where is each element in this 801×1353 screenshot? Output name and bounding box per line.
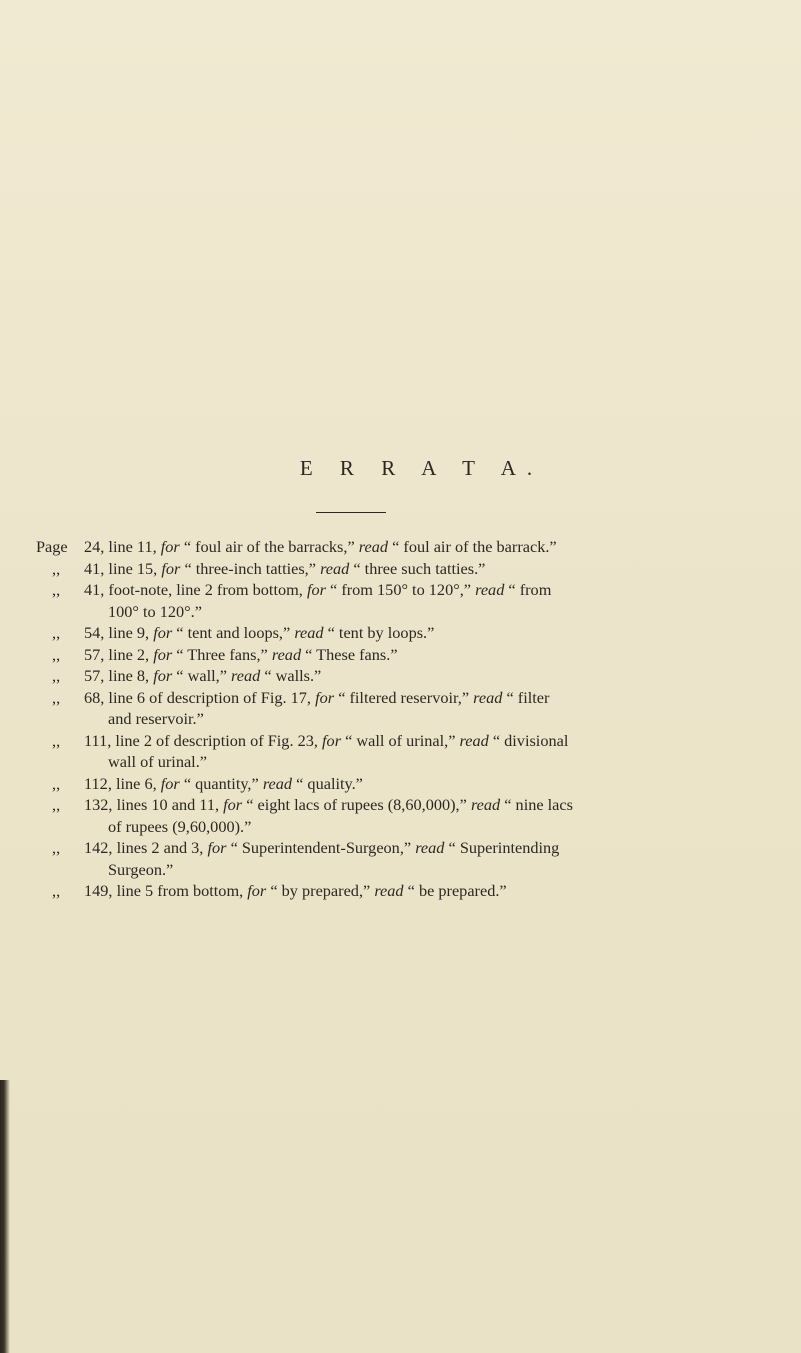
errata-entry — [36, 536, 776, 558]
read-label: read — [271, 644, 302, 664]
errata-entry — [36, 558, 776, 580]
ditto-mark: ,, — [52, 881, 61, 900]
for-label: for — [322, 730, 342, 750]
corrected-text: “ three such tatties.” — [353, 558, 486, 578]
errata-entry-text — [84, 794, 776, 837]
ditto-mark: ,, — [52, 773, 61, 793]
for-label: for — [315, 687, 335, 707]
corrected-text: “ divisional — [492, 730, 569, 750]
errata-reference: 112, line 6, — [84, 773, 157, 793]
ditto-mark: ,, — [52, 795, 61, 814]
errata-entry-text — [84, 558, 776, 580]
corrected-text: “ be prepared.” — [407, 881, 507, 900]
errata-entry — [36, 880, 776, 902]
errata-first-line — [84, 644, 776, 666]
corrected-text: “ nine lacs — [504, 795, 573, 814]
errata-entry — [36, 665, 776, 687]
errata-reference: 41, foot-note, line 2 from bottom, — [84, 580, 303, 599]
errata-entry — [36, 622, 776, 644]
errata-entry-text — [84, 880, 776, 902]
errata-first-line — [84, 622, 776, 644]
erroneous-text: “ tent and loops,” — [176, 623, 291, 642]
errata-reference: 68, line 6 of description of Fig. 17, — [84, 687, 312, 707]
ditto-mark: ,, — [52, 558, 61, 578]
errata-entry — [36, 773, 776, 795]
errata-entry — [36, 687, 776, 730]
errata-first-line — [84, 794, 776, 816]
erroneous-text: “ foul air of the barracks,” — [183, 537, 355, 556]
read-label: read — [475, 580, 505, 599]
read-label: read — [358, 537, 389, 556]
for-label: for — [160, 773, 180, 793]
errata-first-line — [84, 880, 776, 902]
errata-continuation-line: and reservoir.” — [108, 709, 204, 728]
errata-continuation-line: Surgeon.” — [108, 859, 174, 879]
ditto-mark: ,, — [52, 838, 61, 857]
erroneous-text: “ quantity,” — [183, 773, 259, 793]
for-label: for — [160, 537, 180, 556]
ditto-mark: ,, — [52, 687, 61, 707]
errata-first-line — [84, 665, 776, 687]
errata-entry-text — [84, 644, 776, 666]
erroneous-text: “ by prepared,” — [270, 881, 371, 900]
ditto-mark: ,, — [52, 666, 61, 685]
errata-reference: 132, lines 10 and 11, — [84, 795, 220, 814]
erroneous-text: “ three-inch tatties,” — [184, 558, 316, 578]
erroneous-text: “ from 150° to 120°,” — [330, 580, 472, 599]
read-label: read — [262, 773, 293, 793]
page-edge-shadow — [0, 1080, 10, 1353]
for-label: for — [153, 623, 173, 642]
errata-entry-text — [84, 837, 776, 880]
errata-first-line — [84, 579, 776, 601]
errata-reference: 142, lines 2 and 3, — [84, 838, 204, 857]
errata-reference: 57, line 2, — [84, 644, 150, 664]
errata-first-line — [84, 558, 776, 580]
for-label: for — [306, 580, 326, 599]
erroneous-text: “ wall,” — [176, 666, 227, 685]
read-label: read — [374, 881, 404, 900]
errata-entry — [36, 730, 776, 773]
corrected-text: “ Superintending — [448, 838, 560, 857]
for-label: for — [247, 881, 267, 900]
read-label: read — [415, 838, 445, 857]
for-label: for — [207, 838, 227, 857]
corrected-text: “ from — [508, 580, 552, 599]
erroneous-text: “ wall of urinal,” — [345, 730, 456, 750]
erroneous-text: “ filtered reservoir,” — [338, 687, 470, 707]
errata-first-line — [84, 687, 776, 709]
corrected-text: “ These fans.” — [305, 644, 398, 664]
errata-entry-text — [84, 579, 776, 622]
erroneous-text: “ Superintendent-Surgeon,” — [230, 838, 412, 857]
corrected-text: “ filter — [506, 687, 550, 707]
errata-reference: 24, line 11, — [84, 537, 157, 556]
corrected-text: “ foul air of the barrack.” — [392, 537, 557, 556]
ditto-mark: ,, — [52, 730, 61, 750]
ditto-mark: ,, — [52, 644, 61, 664]
read-label: read — [294, 623, 324, 642]
errata-first-line — [84, 536, 776, 558]
read-label: read — [470, 795, 501, 814]
errata-entry — [36, 644, 776, 666]
for-label: for — [153, 666, 173, 685]
read-label: read — [320, 558, 350, 578]
errata-reference: 41, line 15, — [84, 558, 158, 578]
errata-entry — [36, 579, 776, 622]
errata-entry-text — [84, 536, 776, 558]
errata-entry-text — [84, 730, 776, 773]
corrected-text: “ walls.” — [264, 666, 322, 685]
errata-reference: 54, line 9, — [84, 623, 150, 642]
errata-entry — [36, 837, 776, 880]
ditto-mark: ,, — [52, 623, 61, 642]
errata-first-line — [84, 730, 776, 752]
errata-reference: 149, line 5 from bottom, — [84, 881, 244, 900]
errata-entry — [36, 794, 776, 837]
page-title: E R R A T A. — [299, 456, 544, 480]
corrected-text: “ tent by loops.” — [327, 623, 435, 642]
erroneous-text: “ Three fans,” — [176, 644, 268, 664]
errata-list — [36, 536, 776, 902]
errata-reference: 57, line 8, — [84, 666, 150, 685]
read-label: read — [231, 666, 261, 685]
read-label: read — [459, 730, 489, 750]
errata-entry-text — [84, 773, 776, 795]
corrected-text: “ quality.” — [296, 773, 363, 793]
errata-continuation-line: of rupees (9,60,000).” — [108, 816, 252, 836]
errata-first-line — [84, 773, 776, 795]
for-label: for — [223, 795, 243, 814]
title-rule-divider — [316, 512, 386, 513]
read-label: read — [473, 687, 503, 707]
errata-continuation-line: wall of urinal.” — [108, 752, 208, 771]
page-label: Page — [36, 537, 68, 556]
erroneous-text: “ eight lacs of rupees (8,60,000),” — [246, 795, 467, 814]
errata-reference: 111, line 2 of description of Fig. 23, — [84, 730, 318, 750]
errata-entry-text — [84, 665, 776, 687]
errata-entry-text — [84, 687, 776, 730]
for-label: for — [161, 558, 181, 578]
for-label: for — [153, 644, 173, 664]
errata-continuation-line: 100° to 120°.” — [108, 601, 202, 621]
errata-entry-text — [84, 622, 776, 644]
ditto-mark: ,, — [52, 580, 61, 599]
errata-first-line — [84, 837, 776, 859]
